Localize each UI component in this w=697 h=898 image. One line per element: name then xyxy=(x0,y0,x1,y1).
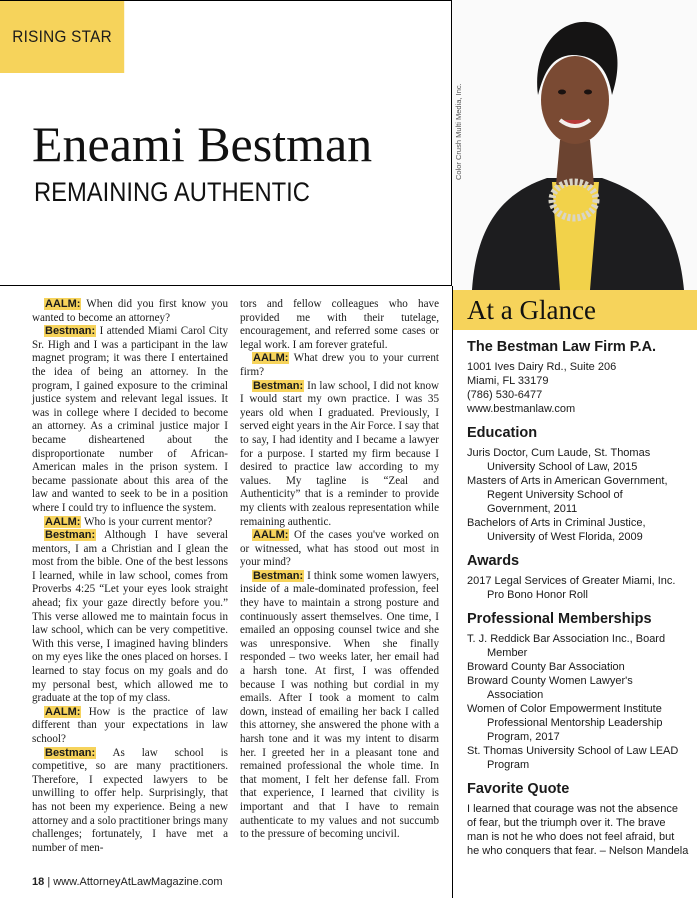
education-heading: Education xyxy=(467,425,538,441)
paragraph-text: In law school, I did not know I would start my own practice. I was 35 years old when I graduated. Previously, I served eight years in the Air Force. I say that to say, I had identity and I became a lawyer for a purpose. I started my firm because I desired to practice law according to my values. My tagline is “Zeal and Authenticity” that is a reminder to provide my clients with zealous representation while remaining authentic. xyxy=(240,379,440,528)
paragraph-text: Who is your current mentor? xyxy=(81,515,213,528)
page-number: 18 xyxy=(32,876,45,888)
article-paragraph xyxy=(240,529,439,570)
membership-item: T. J. Reddick Bar Association Inc., Board Member xyxy=(467,633,666,659)
speaker-label: AALM: xyxy=(45,705,81,718)
speaker-label: Bestman: xyxy=(45,325,96,338)
footer-website: www.AttorneyAtLawMagazine.com xyxy=(53,876,223,888)
favorite-quote: I learned that courage was not the absence of fear, but the triumph over it. The brave man is not he who does not feel afraid, but he who conquers that fear. – Nelson Mandela xyxy=(467,803,689,857)
page-subtitle: REMAINING AUTHENTIC xyxy=(34,177,310,207)
firm-name: The Bestman Law Firm P.A. xyxy=(467,339,657,355)
awards-list xyxy=(467,574,689,602)
memberships-section xyxy=(467,610,689,772)
membership-item: Broward County Women Lawyer's Association xyxy=(467,675,633,701)
education-item: Masters of Arts in American Government, Regent University School of Government, 2011 xyxy=(467,475,668,515)
article-paragraph xyxy=(32,529,228,706)
article-paragraph xyxy=(32,516,228,530)
education-item: Bachelors of Arts in Criminal Justice, University of West Florida, 2009 xyxy=(467,517,646,543)
firm-contact-line: (786) 530-6477 xyxy=(467,389,543,401)
memberships-list xyxy=(467,632,689,772)
quote-heading: Favorite Quote xyxy=(467,781,570,797)
speaker-label: AALM: xyxy=(45,298,81,310)
paragraph-text: As law school is competitive, so are many practitioners. Therefore, I expected lawyers to be unwilling to offer help. Surprisingly, that has not been my experience. Being a new attorney and a solo practitioner brings many challenges; fortunately, I have met a number of men- xyxy=(32,746,228,854)
header-box xyxy=(0,0,452,286)
education-list xyxy=(467,446,689,544)
membership-item: Broward County Bar Association xyxy=(467,661,625,673)
paragraph-text: I attended Miami Carol City Sr. High and I was a participant in the law magnet program; it was there I entertained the idea of being an attorney. In the program, I gained exposure to the criminal justice system and relevant legal issues. It was in college where I decided to become an attorney. As a criminal justice major I became disheartened about the disproportionate number of African-American males in the prison system. I became passionate about this area of the law and wanted to seek to be in a position where I could try to influence the system. xyxy=(32,325,228,514)
article-column-2 xyxy=(240,298,439,842)
article-paragraph xyxy=(240,352,439,379)
page-title: Eneami Bestman xyxy=(32,116,373,172)
speaker-label: AALM: xyxy=(45,515,81,528)
column-divider xyxy=(452,286,453,898)
memberships-heading: Professional Memberships xyxy=(467,611,652,627)
paragraph-text: How is the practice of law different than your expectations in law school? xyxy=(32,705,228,745)
article-paragraph xyxy=(32,325,228,515)
speaker-label: Bestman: xyxy=(45,746,96,759)
speaker-label: Bestman: xyxy=(253,569,304,582)
paragraph-text: When did you first know you wanted to become an attorney? xyxy=(32,298,228,324)
membership-item: St. Thomas University School of Law LEAD Program xyxy=(467,745,679,771)
at-a-glance-sidebar xyxy=(467,338,689,866)
firm-contact xyxy=(467,360,689,416)
awards-section xyxy=(467,552,689,602)
membership-item: Women of Color Empowerment Institute Professional Mentorship Leadership Program, 2017 xyxy=(467,703,663,743)
paragraph-text: Although I have several mentors, I am a Christian and I glean the most from the bible. One of the best lessons I learned, while in law school, comes from Proverbs 4:25 “Let your eyes look straight ahead; fix your gaze directly before you.” This verse allowed me to maintain focus in law school, which can be very competitive. With this verse, I imagined having blinders on my eyes like the ones placed on horses. I learned to stay focus on my goals and do my personal best, which allowed me to graduate at the top of my class. xyxy=(32,529,228,705)
education-item: Juris Doctor, Cum Laude, St. Thomas University School of Law, 2015 xyxy=(467,447,651,473)
speaker-label: AALM: xyxy=(253,352,289,365)
article-paragraph xyxy=(32,298,228,325)
firm-contact-line: 1001 Ives Dairy Rd., Suite 206 xyxy=(467,361,617,373)
paragraph-text: tors and fellow colleagues who have provided me with their tutelage, encouragement, and referred some cases or legal work. I am forever grateful. xyxy=(240,298,439,351)
section-label: RISING STAR xyxy=(0,1,124,73)
education-section xyxy=(467,424,689,544)
quote-section xyxy=(467,780,689,858)
footer-separator: | xyxy=(47,876,51,888)
firm-contact-line: Miami, FL 33179 xyxy=(467,375,549,387)
portrait-illustration xyxy=(452,0,697,290)
portrait-photo xyxy=(452,0,697,290)
sidebar-heading: At a Glance xyxy=(453,290,697,330)
page-footer xyxy=(32,876,223,888)
award-item: 2017 Legal Services of Greater Miami, Inc. Pro Bono Honor Roll xyxy=(467,575,676,601)
speaker-label: Bestman: xyxy=(45,529,96,542)
article-paragraph xyxy=(32,706,228,747)
firm-contact-line: www.bestmanlaw.com xyxy=(467,403,576,415)
article-paragraph xyxy=(240,298,439,352)
paragraph-text: What drew you to your current firm? xyxy=(240,352,439,378)
article-paragraph xyxy=(240,380,439,530)
speaker-label: AALM: xyxy=(253,529,289,542)
awards-heading: Awards xyxy=(467,553,520,569)
paragraph-text: Of the cases you've worked on or witnessed, what has stood out most in your mind? xyxy=(240,529,439,569)
article-paragraph xyxy=(32,747,228,856)
article-column-1 xyxy=(32,298,228,855)
firm-section xyxy=(467,338,689,416)
article-paragraph xyxy=(240,570,439,842)
speaker-label: Bestman: xyxy=(253,379,304,392)
paragraph-text: I think some women lawyers, inside of a male-dominated profession, feel they have to maintain a strong posture and continuously assert themselves. One time, I emailed an opposing counsel twice and she was unresponsive. When she finally responded – two weeks later, her email had a harsh tone. At first, I was offended because I was nothing but cordial in my emails. After I took a moment to calm down, instead of emailing her back I called this attorney, she answered the phone with a harsh tone and it was my intent to disarm her. I greeted her in a pleasant tone and remained professional the whole time. In that moment, I felt her defense fall. From that experience, I learned that civility is important and that I have to remain authenticate to my values and not succumb to the pressure of becoming uncivil. xyxy=(240,569,439,841)
photo-credit: Color Crush Multi Media, Inc. xyxy=(454,83,463,180)
